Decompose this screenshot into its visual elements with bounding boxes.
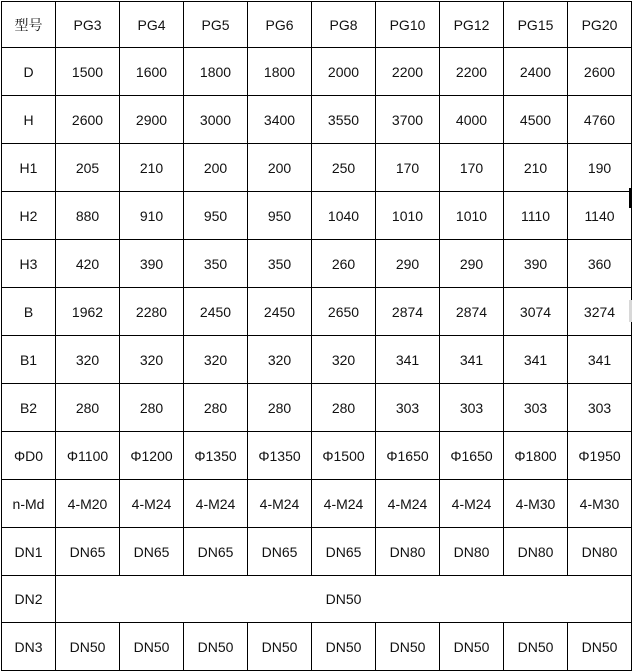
table-cell: Φ1650 [440,432,504,480]
row-label-cell: ΦD0 [2,432,56,480]
table-cell: Φ1200 [120,432,184,480]
table-cell: DN50 [312,623,376,671]
table-cell: 210 [120,144,184,192]
table-cell: 2650 [312,288,376,336]
table-cell: 950 [184,192,248,240]
table-cell: DN80 [504,528,568,576]
table-cell: DN65 [56,528,120,576]
table-row [2,480,632,528]
table-cell: DN50 [120,623,184,671]
table-cell: 290 [440,240,504,288]
table-cell: DN50 [376,623,440,671]
table-cell: 205 [56,144,120,192]
table-cell: 4-M24 [312,480,376,528]
table-cell: 910 [120,192,184,240]
table-cell: 2400 [504,48,568,96]
table-cell: 2600 [56,96,120,144]
table-cell: 2200 [440,48,504,96]
table-cell: 3400 [248,96,312,144]
table-cell: 4500 [504,96,568,144]
table-cell: 2874 [440,288,504,336]
table-cell: 360 [568,240,632,288]
table-cell: 4-M30 [568,480,632,528]
table-cell: 1010 [376,192,440,240]
table-cell: 4000 [440,96,504,144]
row-label-cell: B [2,288,56,336]
table-cell: 190 [568,144,632,192]
header-cell: PG4 [120,2,184,48]
table-cell: 390 [120,240,184,288]
row-label-cell: H2 [2,192,56,240]
row-label-cell: n-Md [2,480,56,528]
table-cell: 250 [312,144,376,192]
row-label-cell: H1 [2,144,56,192]
table-cell: 3700 [376,96,440,144]
table-cell: 303 [376,384,440,432]
row-label-cell: DN1 [2,528,56,576]
table-row-dn3 [2,623,632,671]
table-row-dn2 [2,576,632,623]
table-cell: DN50 [248,623,312,671]
table-cell: 341 [504,336,568,384]
table-cell: 1010 [440,192,504,240]
table-cell: 2280 [120,288,184,336]
table-cell: 2900 [120,96,184,144]
table-cell: DN65 [248,528,312,576]
table-cell: 260 [312,240,376,288]
table-cell: 1110 [504,192,568,240]
table-cell: 4-M30 [504,480,568,528]
table-cell: 320 [184,336,248,384]
table-cell: 320 [248,336,312,384]
header-cell: PG5 [184,2,248,48]
table-cell: 320 [120,336,184,384]
table-cell: 2450 [248,288,312,336]
table-cell: 1040 [312,192,376,240]
table-cell: 4-M24 [120,480,184,528]
table-cell: 280 [120,384,184,432]
table-cell: 303 [504,384,568,432]
table-cell: 2874 [376,288,440,336]
table-cell: 4760 [568,96,632,144]
header-cell: PG8 [312,2,376,48]
table-cell: 3074 [504,288,568,336]
spec-table [1,1,632,671]
table-cell: 4-M24 [184,480,248,528]
table-cell: 950 [248,192,312,240]
table-cell: DN50 [56,623,120,671]
table-cell: 200 [248,144,312,192]
table-cell: 350 [248,240,312,288]
table-cell: 4-M24 [376,480,440,528]
table-cell: 303 [440,384,504,432]
table-cell: 280 [56,384,120,432]
table-cell: 320 [56,336,120,384]
table-cell: 1962 [56,288,120,336]
table-row [2,144,632,192]
table-row [2,240,632,288]
table-cell: 880 [56,192,120,240]
table-cell: 2600 [568,48,632,96]
row-label-cell: DN3 [2,623,56,671]
table-cell: 1600 [120,48,184,96]
table-cell: Φ1950 [568,432,632,480]
table-cell: DN50 [440,623,504,671]
table-cell: Φ1650 [376,432,440,480]
table-cell: 170 [440,144,504,192]
header-cell: PG3 [56,2,120,48]
table-cell: 3550 [312,96,376,144]
row-label-cell: H3 [2,240,56,288]
table-cell: 341 [568,336,632,384]
table-cell: 1500 [56,48,120,96]
table-cell: 280 [312,384,376,432]
table-row [2,192,632,240]
table-cell: DN65 [184,528,248,576]
header-cell: PG6 [248,2,312,48]
table-cell: 390 [504,240,568,288]
table-cell: DN50 [504,623,568,671]
table-cell: 303 [568,384,632,432]
row-label-cell: B1 [2,336,56,384]
header-cell: 型号 [2,2,56,48]
spec-table-body [2,2,632,671]
table-cell: DN80 [376,528,440,576]
table-row [2,288,632,336]
header-cell: PG10 [376,2,440,48]
table-cell: 320 [312,336,376,384]
table-cell: DN65 [312,528,376,576]
table-cell: 420 [56,240,120,288]
table-cell: 341 [440,336,504,384]
table-row [2,336,632,384]
table-cell: 2000 [312,48,376,96]
table-cell: 290 [376,240,440,288]
table-row [2,528,632,576]
table-cell: Φ1350 [248,432,312,480]
table-cell: DN65 [120,528,184,576]
header-cell: PG12 [440,2,504,48]
header-cell: PG20 [568,2,632,48]
table-cell: 1800 [248,48,312,96]
table-cell: 2450 [184,288,248,336]
table-cell: 350 [184,240,248,288]
table-cell: 1800 [184,48,248,96]
header-cell: PG15 [504,2,568,48]
table-cell: 170 [376,144,440,192]
table-cell: DN50 [568,623,632,671]
table-row [2,48,632,96]
table-cell: 280 [184,384,248,432]
table-cell: 200 [184,144,248,192]
table-cell: 4-M24 [440,480,504,528]
row-label-cell: DN2 [2,576,56,623]
row-label-cell: H [2,96,56,144]
row-label-cell: D [2,48,56,96]
table-cell: Φ1350 [184,432,248,480]
table-cell: 341 [376,336,440,384]
table-cell: 4-M24 [248,480,312,528]
table-cell: 2200 [376,48,440,96]
table-cell: 3274 [568,288,632,336]
table-cell: Φ1500 [312,432,376,480]
merged-cell: DN50 [56,576,632,623]
table-cell: 280 [248,384,312,432]
header-row [2,2,632,48]
table-row [2,96,632,144]
table-cell: 210 [504,144,568,192]
row-label-cell: B2 [2,384,56,432]
table-row [2,432,632,480]
table-cell: 1140 [568,192,632,240]
table-cell: DN80 [440,528,504,576]
table-cell: Φ1800 [504,432,568,480]
table-row [2,384,632,432]
table-cell: 3000 [184,96,248,144]
table-cell: Φ1100 [56,432,120,480]
table-cell: DN80 [568,528,632,576]
table-cell: 4-M20 [56,480,120,528]
table-cell: DN50 [184,623,248,671]
